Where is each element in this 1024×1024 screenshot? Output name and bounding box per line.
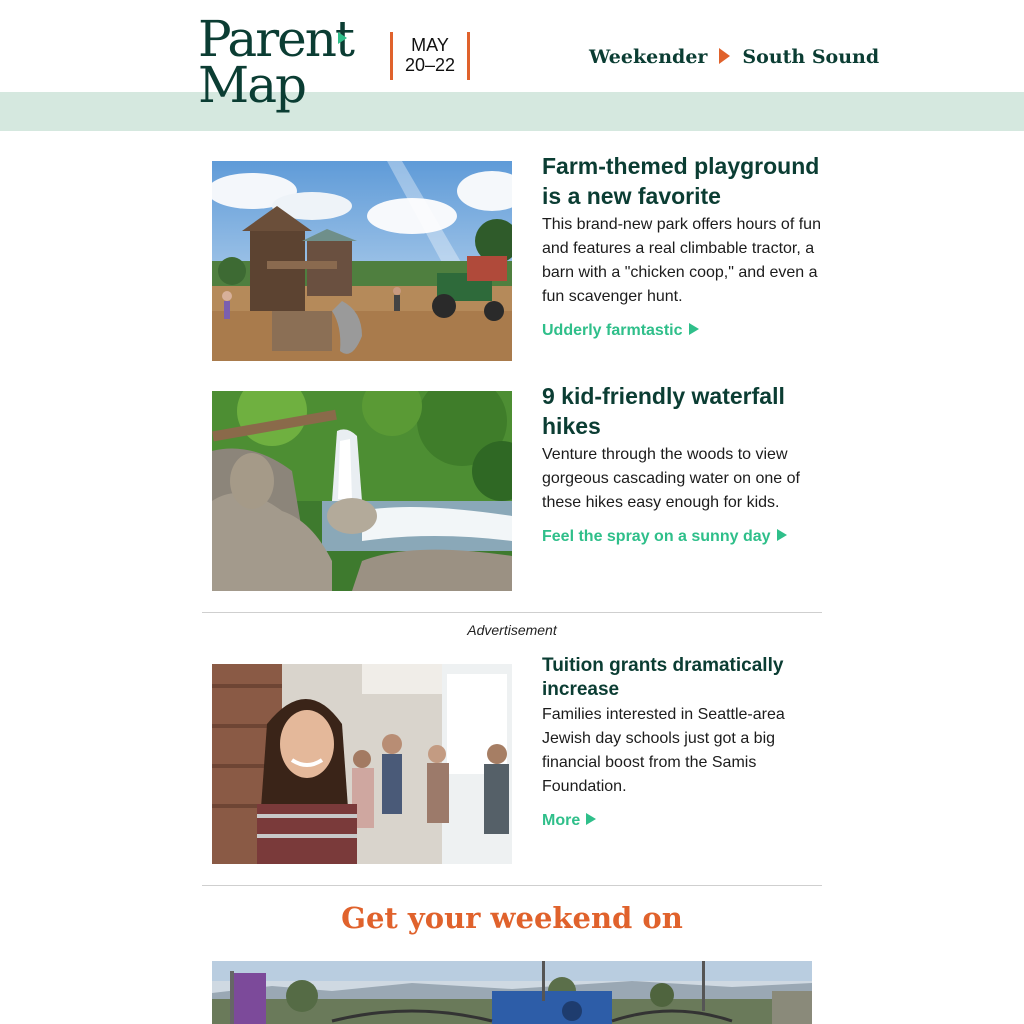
article-link-label: Udderly farmtastic bbox=[542, 322, 683, 339]
issue-days: 20–22 bbox=[404, 55, 456, 75]
article-card bbox=[212, 153, 824, 361]
article-text bbox=[542, 151, 832, 343]
playground-photo[interactable] bbox=[212, 161, 512, 361]
ad-text bbox=[542, 654, 832, 833]
divider bbox=[202, 885, 822, 886]
article-card bbox=[212, 383, 824, 591]
play-arrow-icon bbox=[777, 529, 787, 541]
play-arrow-icon bbox=[586, 813, 596, 825]
article-title[interactable]: Farm-themed playground is a new favorite bbox=[542, 153, 820, 209]
advertisement-label: Advertisement bbox=[467, 622, 557, 638]
park-photo[interactable] bbox=[212, 961, 812, 1024]
waterfall-photo[interactable] bbox=[212, 391, 512, 591]
ad-link[interactable] bbox=[542, 809, 596, 833]
ad-card bbox=[212, 655, 824, 864]
edition-region: South Sound bbox=[742, 46, 880, 68]
logo-line-2: Map bbox=[198, 56, 306, 114]
issue-date bbox=[390, 32, 470, 80]
article-text bbox=[542, 381, 832, 549]
article-link-label: Feel the spray on a sunny day bbox=[542, 528, 771, 545]
edition-name: Weekender bbox=[589, 46, 708, 68]
article-description: Venture through the woods to view gorgeous cascading water on one of these hikes easy enough for kids. bbox=[542, 446, 800, 511]
article-link[interactable] bbox=[542, 319, 699, 343]
play-arrow-icon bbox=[719, 48, 730, 64]
student-photo[interactable] bbox=[212, 664, 512, 864]
parentmap-logo[interactable] bbox=[198, 10, 358, 120]
article-title[interactable]: 9 kid-friendly waterfall hikes bbox=[542, 383, 785, 439]
section-heading: Get your weekend on bbox=[341, 901, 683, 935]
ad-title[interactable]: Tuition grants dramatically increase bbox=[542, 655, 784, 700]
divider bbox=[202, 612, 822, 613]
edition-label bbox=[589, 44, 879, 70]
ad-link-label: More bbox=[542, 812, 581, 829]
logo-line-1: Parent bbox=[198, 10, 353, 68]
logo-play-icon bbox=[338, 32, 347, 44]
article-description: This brand-new park offers hours of fun and features a real climbable tractor, a barn with a "chicken coop," and even a fun scavenger hunt. bbox=[542, 216, 821, 305]
play-arrow-icon bbox=[689, 323, 699, 335]
issue-month: MAY bbox=[411, 35, 449, 55]
header-band bbox=[0, 92, 1024, 131]
ad-description: Families interested in Seattle-area Jewish day schools just got a big financial boost from the Samis Foundation. bbox=[542, 706, 785, 795]
article-link[interactable] bbox=[542, 525, 787, 549]
